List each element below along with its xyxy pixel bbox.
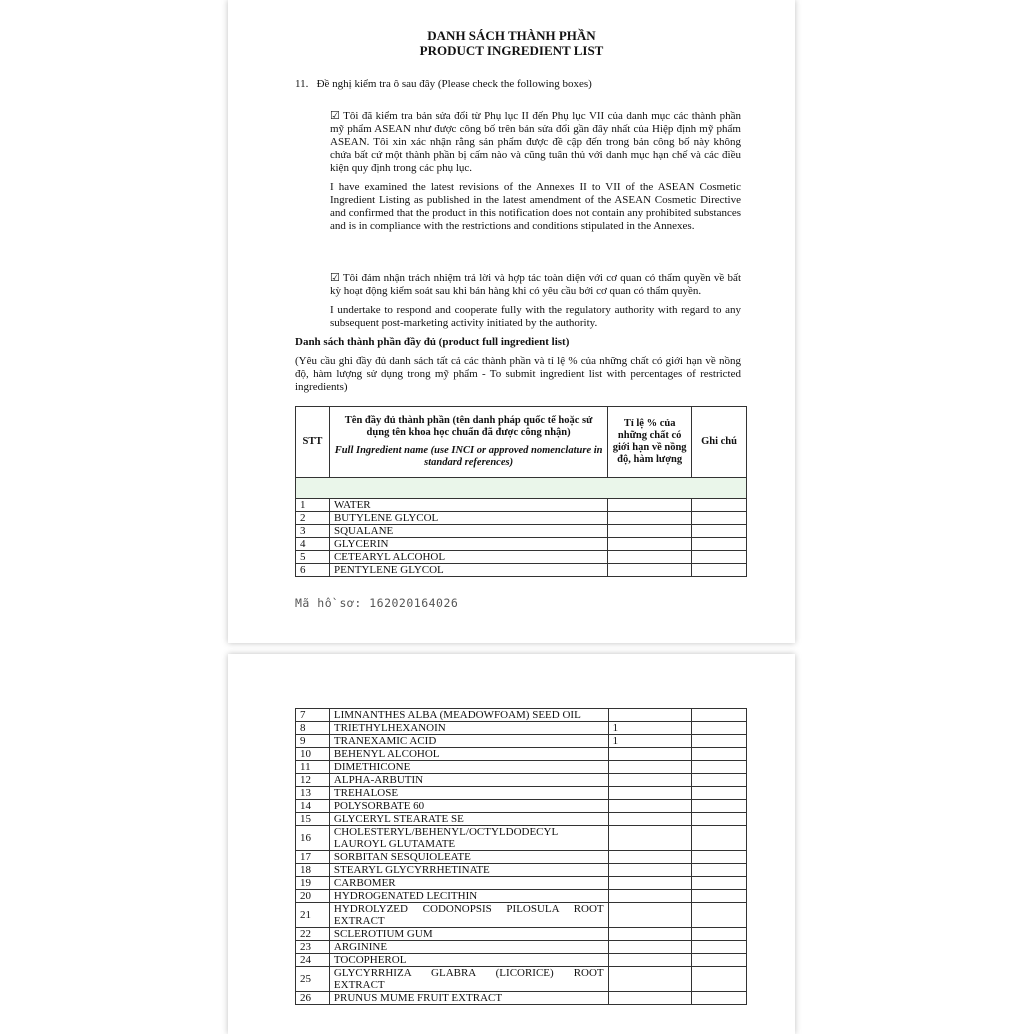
note-cell xyxy=(692,903,747,928)
table-row xyxy=(296,748,747,761)
ingredient-name-cell: GLYCERIN xyxy=(329,538,607,551)
note-cell xyxy=(692,512,747,525)
table-row xyxy=(296,890,747,903)
stt-cell: 14 xyxy=(296,800,330,813)
stt-cell: 11 xyxy=(296,761,330,774)
ingredient-name-cell: CETEARYL ALCOHOL xyxy=(329,551,607,564)
ingredient-name-cell: SCLEROTIUM GUM xyxy=(329,928,608,941)
stt-cell: 15 xyxy=(296,813,330,826)
ingredient-name-cell: POLYSORBATE 60 xyxy=(329,800,608,813)
declaration-1-vi: ☑ Tôi đã kiểm tra bản sửa đổi từ Phụ lục II đến Phụ lục VII của danh mục các thành phần mỹ phẩm ASEAN như được công bố trên bản sửa đổi gần đây nhất của Hiệp định mỹ phẩm ASEAN. Tôi xin xác nhận rằng sản phẩm được đề cập đến trong bản công bố này không chứa bất cứ một thành phần bị cấm nào và cũng tuân thủ với danh mục hạn chế và các điều kiện quy định trong các phụ lục. xyxy=(330,110,741,174)
table-row xyxy=(296,722,747,735)
ratio-cell xyxy=(608,709,692,722)
note-cell xyxy=(692,525,747,538)
section-title: Danh sách thành phần đầy đủ (product full ingredient list) xyxy=(295,336,570,348)
note-cell xyxy=(692,941,747,954)
ingredient-name-cell: CARBOMER xyxy=(329,877,608,890)
ingredient-table-page-1 xyxy=(295,406,747,577)
table-row xyxy=(296,800,747,813)
stt-cell: 2 xyxy=(296,512,330,525)
page-gap xyxy=(0,643,1024,654)
note-cell xyxy=(692,877,747,890)
note-cell xyxy=(692,800,747,813)
table-row xyxy=(296,851,747,864)
ratio-cell: 1 xyxy=(608,735,692,748)
table-row xyxy=(296,954,747,967)
table-row xyxy=(296,512,747,525)
note-cell xyxy=(692,748,747,761)
document-page-2 xyxy=(228,654,795,1034)
note-cell xyxy=(692,928,747,941)
declaration-2-en: I undertake to respond and cooperate fully with the regulatory authority with regard to any subsequent post-marketing activity initiated by the authority. xyxy=(330,304,741,329)
stt-cell: 13 xyxy=(296,787,330,800)
header-note: Ghi chú xyxy=(692,407,747,478)
header-name-vi: Tên đầy đủ thành phần (tên danh pháp quốc tế hoặc sử dụng tên khoa học chuẩn đã được công nhận) xyxy=(344,415,593,438)
title-en: PRODUCT INGREDIENT LIST xyxy=(419,43,604,58)
table-row xyxy=(296,928,747,941)
table-row xyxy=(296,499,747,512)
dossier-code: Mã hồ sơ: 162020164026 xyxy=(295,596,459,610)
declaration-1-en: I have examined the latest revisions of the Annexes II to VII of the ASEAN Cosmetic Ingredient Listing as published in the latest amendment of the ASEAN Cosmetic Directive and confirmed that the product in this notification does not contain any prohibited substances and is in compliance with the restrictions and conditions stipulated in the Annexes. xyxy=(330,181,741,232)
table-row xyxy=(296,941,747,954)
note-cell xyxy=(692,864,747,877)
declaration-2-vi: ☑ Tôi đảm nhận trách nhiệm trả lời và hợp tác toàn diện với cơ quan có thẩm quyền về bất kỳ hoạt động kiểm soát sau khi bán hàng khi có yêu cầu bởi cơ quan có thẩm quyền. xyxy=(330,272,741,297)
ratio-cell xyxy=(608,525,692,538)
stt-cell: 21 xyxy=(296,903,330,928)
stt-cell: 17 xyxy=(296,851,330,864)
ingredient-name-cell: SQUALANE xyxy=(329,525,607,538)
note-cell xyxy=(692,709,747,722)
table-row xyxy=(296,826,747,851)
table-row xyxy=(296,864,747,877)
table-row xyxy=(296,709,747,722)
ratio-cell xyxy=(608,499,692,512)
ingredient-name-cell: TOCOPHEROL xyxy=(329,954,608,967)
header-name xyxy=(329,407,607,478)
note-cell xyxy=(692,813,747,826)
note-cell xyxy=(692,722,747,735)
ingredient-name-cell: HYDROGENATED LECITHIN xyxy=(329,890,608,903)
ingredient-name-cell: DIMETHICONE xyxy=(329,761,608,774)
ratio-cell xyxy=(608,774,692,787)
header-stt: STT xyxy=(296,407,330,478)
ingredient-name-cell: CHOLESTERYL/BEHENYL/OCTYLDODECYL LAUROYL GLUTAMATE xyxy=(329,826,608,851)
stt-cell: 25 xyxy=(296,967,330,992)
ingredient-name-cell: GLYCERYL STEARATE SE xyxy=(329,813,608,826)
stt-cell: 16 xyxy=(296,826,330,851)
ingredient-name-cell: ALPHA-ARBUTIN xyxy=(329,774,608,787)
note-cell xyxy=(692,967,747,992)
stt-cell: 8 xyxy=(296,722,330,735)
item-11: 11. Đề nghị kiểm tra ô sau đây (Please check the following boxes) xyxy=(295,78,592,90)
ratio-cell xyxy=(608,800,692,813)
ratio-cell xyxy=(608,564,692,577)
header-name-en: Full Ingredient name (use INCI or approved nomenclature in standard references) xyxy=(334,445,603,468)
table-row xyxy=(296,538,747,551)
note-cell xyxy=(692,538,747,551)
ingredient-name-cell: TRANEXAMIC ACID xyxy=(329,735,608,748)
note-cell xyxy=(692,826,747,851)
title-vi: DANH SÁCH THÀNH PHẦN xyxy=(427,28,596,43)
note-cell xyxy=(692,851,747,864)
ratio-cell: 1 xyxy=(608,722,692,735)
note-cell xyxy=(692,564,747,577)
ratio-cell xyxy=(608,903,692,928)
ratio-cell xyxy=(608,538,692,551)
note-cell xyxy=(692,761,747,774)
ingredient-name-cell: WATER xyxy=(329,499,607,512)
stt-cell: 23 xyxy=(296,941,330,954)
table-row xyxy=(296,877,747,890)
ingredient-name-cell: BUTYLENE GLYCOL xyxy=(329,512,607,525)
table-row xyxy=(296,992,747,1005)
ingredient-name-cell: ARGININE xyxy=(329,941,608,954)
stt-cell: 7 xyxy=(296,709,330,722)
ratio-cell xyxy=(608,551,692,564)
stt-cell: 12 xyxy=(296,774,330,787)
ingredient-name-cell: BEHENYL ALCOHOL xyxy=(329,748,608,761)
stt-cell: 24 xyxy=(296,954,330,967)
stt-cell: 20 xyxy=(296,890,330,903)
ratio-cell xyxy=(608,761,692,774)
ingredient-table-page-2 xyxy=(295,708,747,1005)
stt-cell: 3 xyxy=(296,525,330,538)
ratio-cell xyxy=(608,748,692,761)
stt-cell: 9 xyxy=(296,735,330,748)
stt-cell: 10 xyxy=(296,748,330,761)
table-row xyxy=(296,735,747,748)
note-cell xyxy=(692,551,747,564)
ingredient-name-cell: PRUNUS MUME FRUIT EXTRACT xyxy=(329,992,608,1005)
note-cell xyxy=(692,774,747,787)
table-row xyxy=(296,551,747,564)
table-row xyxy=(296,787,747,800)
ratio-cell xyxy=(608,864,692,877)
ingredient-name-cell: HYDROLYZED CODONOPSIS PILOSULA ROOT EXTRACT xyxy=(329,903,608,928)
table-row xyxy=(296,774,747,787)
ratio-cell xyxy=(608,787,692,800)
table-row xyxy=(296,525,747,538)
ingredient-name-cell: PENTYLENE GLYCOL xyxy=(329,564,607,577)
note-cell xyxy=(692,499,747,512)
stt-cell: 6 xyxy=(296,564,330,577)
header-ratio: Tỉ lệ % của những chất có giới hạn về nồng độ, hàm lượng xyxy=(608,407,692,478)
ingredient-name-cell: LIMNANTHES ALBA (MEADOWFOAM) SEED OIL xyxy=(329,709,608,722)
stt-cell: 26 xyxy=(296,992,330,1005)
ingredient-name-cell: STEARYL GLYCYRRHETINATE xyxy=(329,864,608,877)
note-cell xyxy=(692,890,747,903)
ratio-cell xyxy=(608,826,692,851)
ratio-cell xyxy=(608,992,692,1005)
ingredient-name-cell: SORBITAN SESQUIOLEATE xyxy=(329,851,608,864)
stt-cell: 1 xyxy=(296,499,330,512)
stt-cell: 5 xyxy=(296,551,330,564)
ratio-cell xyxy=(608,967,692,992)
stt-cell: 22 xyxy=(296,928,330,941)
stt-cell: 4 xyxy=(296,538,330,551)
ingredient-name-cell: GLYCYRRHIZA GLABRA (LICORICE) ROOT EXTRACT xyxy=(329,967,608,992)
note-cell xyxy=(692,954,747,967)
table-row xyxy=(296,903,747,928)
stt-cell: 19 xyxy=(296,877,330,890)
ratio-cell xyxy=(608,954,692,967)
note-cell xyxy=(692,735,747,748)
section-note: (Yêu cầu ghi đầy đủ danh sách tất cả các thành phần và tỉ lệ % của những chất có giới hạn về nồng độ, hàm lượng sử dụng trong mỹ phẩm - To submit ingredient list with percentages of restricted ingredients) xyxy=(295,355,741,393)
ratio-cell xyxy=(608,928,692,941)
ratio-cell xyxy=(608,512,692,525)
ratio-cell xyxy=(608,813,692,826)
ratio-cell xyxy=(608,877,692,890)
ingredient-name-cell: TRIETHYLHEXANOIN xyxy=(329,722,608,735)
ratio-cell xyxy=(608,941,692,954)
table-header-row xyxy=(296,407,747,478)
stt-cell: 18 xyxy=(296,864,330,877)
ratio-cell xyxy=(608,851,692,864)
note-cell xyxy=(692,787,747,800)
table-row xyxy=(296,564,747,577)
table-spacer-row xyxy=(296,478,747,499)
document-page-1 xyxy=(228,0,795,643)
ratio-cell xyxy=(608,890,692,903)
table-row xyxy=(296,967,747,992)
ingredient-name-cell: TREHALOSE xyxy=(329,787,608,800)
table-row xyxy=(296,813,747,826)
note-cell xyxy=(692,992,747,1005)
table-row xyxy=(296,761,747,774)
